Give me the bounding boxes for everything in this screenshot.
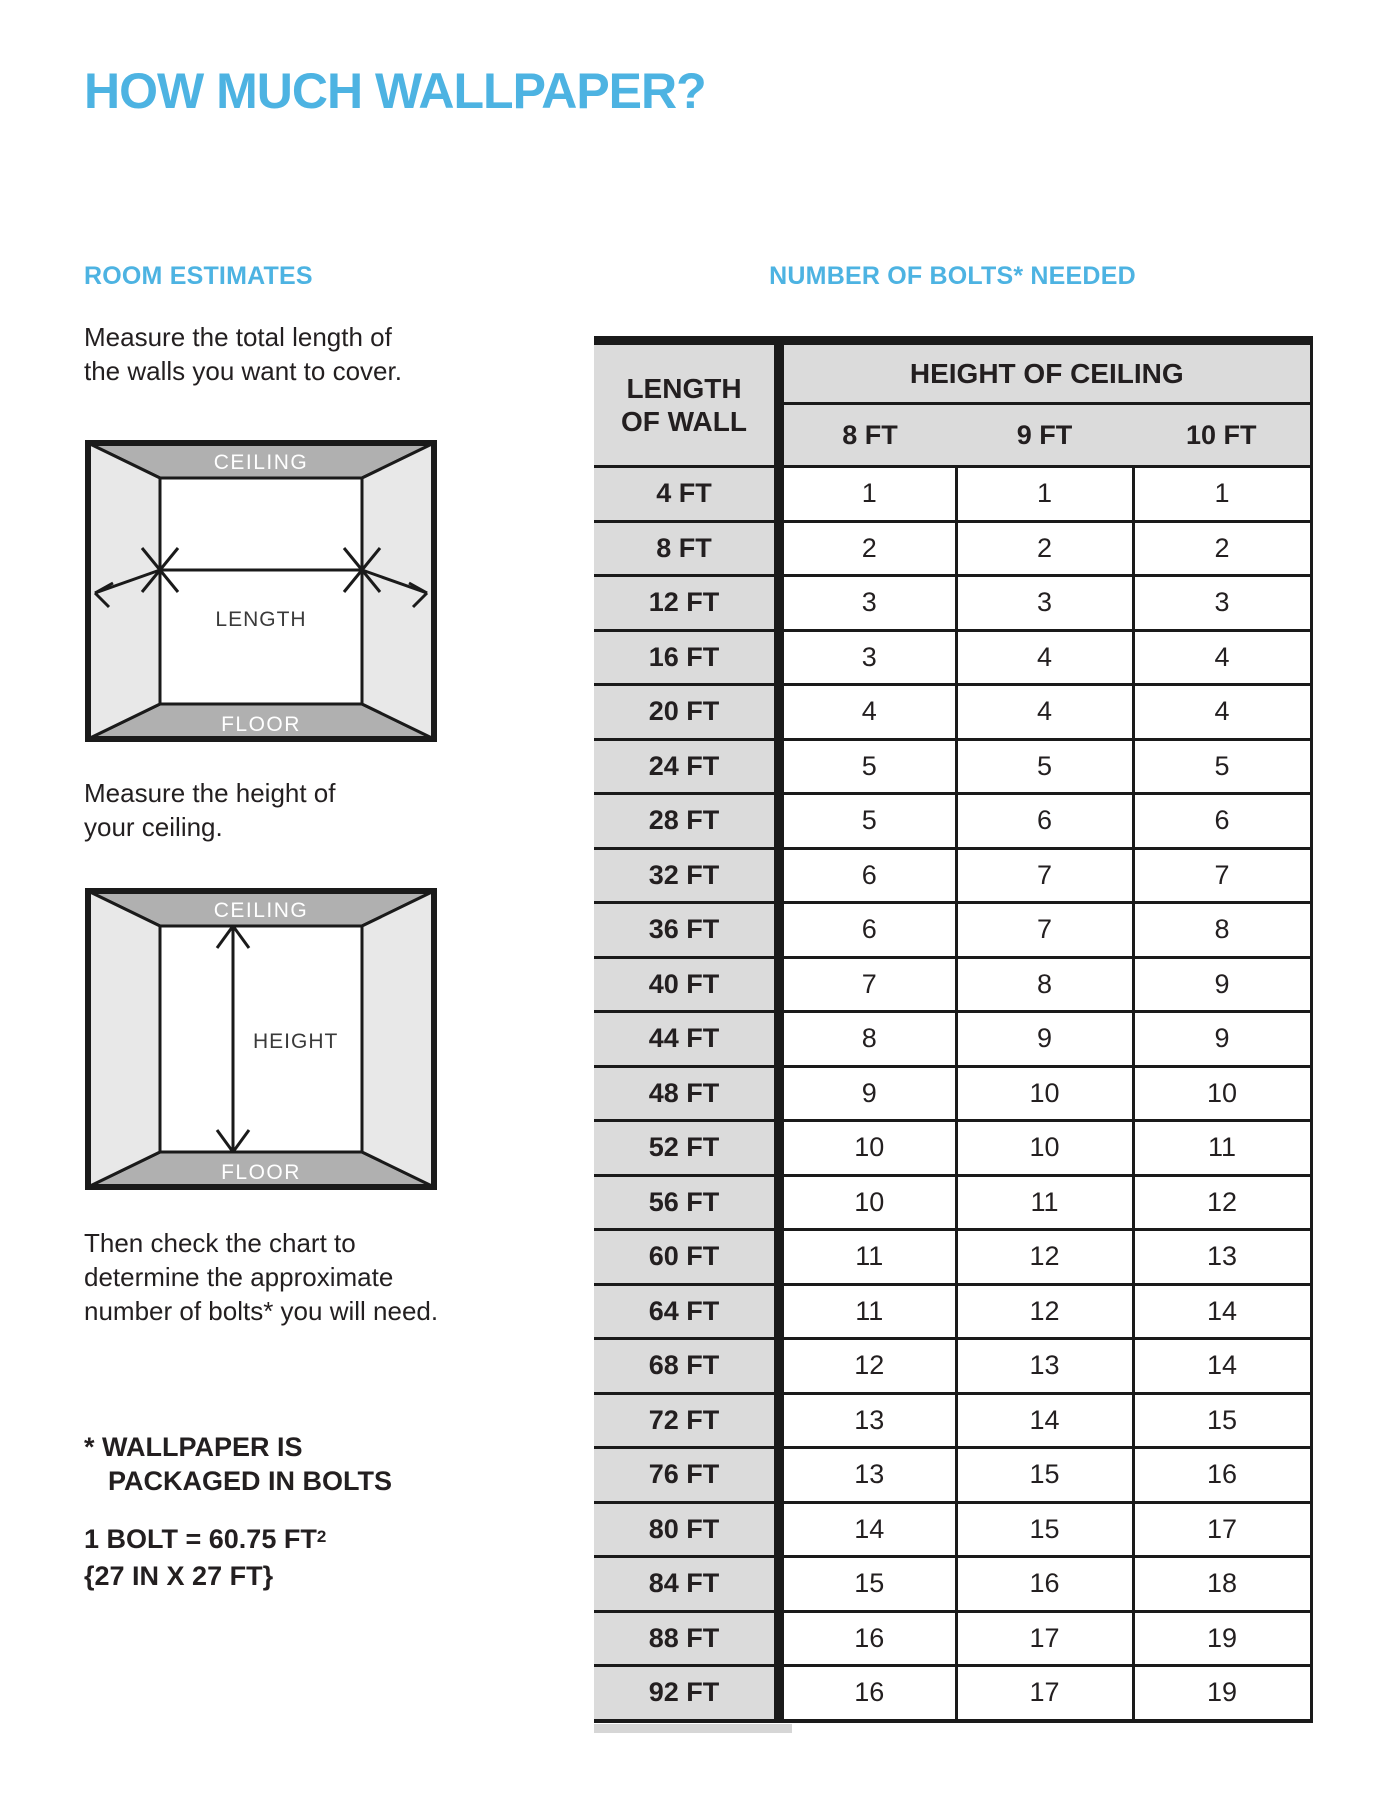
bolt-size-note — [84, 1518, 326, 1595]
row-label-84-ft: 84 FT — [594, 1557, 779, 1612]
instruction-line: the walls you want to cover. — [84, 356, 402, 386]
bolt-count-cell: 14 — [1133, 1339, 1311, 1394]
bolt-count-cell: 17 — [1133, 1502, 1311, 1557]
bolt-count-cell: 18 — [1133, 1557, 1311, 1612]
instruction-line: Measure the height of — [84, 778, 336, 808]
bolt-count-cell: 13 — [1133, 1230, 1311, 1285]
row-label-24-ft: 24 FT — [594, 739, 779, 794]
bolt-count-cell: 17 — [956, 1611, 1133, 1666]
column-header-10ft: 10 FT — [1133, 404, 1311, 467]
bolt-count-cell: 13 — [956, 1339, 1133, 1394]
table-row — [594, 1611, 1311, 1666]
bolt-count-cell: 19 — [1133, 1611, 1311, 1666]
bolt-count-cell: 16 — [956, 1557, 1133, 1612]
table-row — [594, 903, 1311, 958]
bolt-count-cell: 10 — [956, 1066, 1133, 1121]
row-label-56-ft: 56 FT — [594, 1175, 779, 1230]
bolt-count-cell: 11 — [779, 1230, 956, 1285]
table-row — [594, 1066, 1311, 1121]
instruction-measure-height — [84, 776, 336, 844]
bolt-count-cell: 10 — [956, 1121, 1133, 1176]
bolt-count-cell: 15 — [1133, 1393, 1311, 1448]
bolt-count-cell: 9 — [1133, 957, 1311, 1012]
row-label-72-ft: 72 FT — [594, 1393, 779, 1448]
bolts-needed-heading: NUMBER OF BOLTS* NEEDED — [769, 262, 1136, 290]
bolt-count-cell: 12 — [956, 1284, 1133, 1339]
bolt-count-cell: 6 — [779, 903, 956, 958]
squared-exponent: 2 — [316, 1527, 327, 1546]
bolt-count-cell: 15 — [956, 1448, 1133, 1503]
table-header-row — [594, 341, 1311, 404]
instruction-line: number of bolts* you will need. — [84, 1296, 439, 1326]
bolt-count-cell: 2 — [956, 521, 1133, 576]
table-bottom-strip — [594, 1724, 792, 1733]
instruction-line: Then check the chart to — [84, 1228, 356, 1258]
row-label-4-ft: 4 FT — [594, 467, 779, 522]
bolt-count-cell: 10 — [1133, 1066, 1311, 1121]
table-row — [594, 1284, 1311, 1339]
table-row — [594, 1666, 1311, 1721]
bolts-table-body — [594, 341, 1311, 1721]
bolt-count-cell: 3 — [779, 630, 956, 685]
bolt-count-cell: 5 — [956, 739, 1133, 794]
bolt-count-cell: 12 — [1133, 1175, 1311, 1230]
bolt-equation: 1 BOLT = 60.75 $FT^2$ — [84, 1524, 327, 1554]
footnote-line: PACKAGED IN BOLTS — [108, 1466, 393, 1496]
bolt-count-cell: 6 — [956, 794, 1133, 849]
bolt-count-cell: 13 — [779, 1448, 956, 1503]
bolt-count-cell: 9 — [956, 1012, 1133, 1067]
page-title: HOW MUCH WALLPAPER? — [84, 63, 706, 119]
ceiling-label: CEILING — [213, 451, 309, 474]
bolt-count-cell: 7 — [1133, 848, 1311, 903]
table-row — [594, 957, 1311, 1012]
bolt-count-cell: 11 — [956, 1175, 1133, 1230]
bolt-count-cell: 7 — [779, 957, 956, 1012]
bolt-dimensions: {27 IN X 27 FT} — [84, 1561, 274, 1591]
bolt-count-cell: 8 — [1133, 903, 1311, 958]
row-label-40-ft: 40 FT — [594, 957, 779, 1012]
bolt-count-cell: 16 — [779, 1611, 956, 1666]
room-length-diagram — [85, 440, 437, 742]
table-row — [594, 630, 1311, 685]
table-row — [594, 521, 1311, 576]
bolt-count-cell: 14 — [779, 1502, 956, 1557]
bolt-count-cell: 1 — [956, 467, 1133, 522]
height-of-ceiling-header: HEIGHT OF CEILING — [779, 341, 1311, 404]
row-label-28-ft: 28 FT — [594, 794, 779, 849]
bolt-count-cell: 6 — [1133, 794, 1311, 849]
bolt-count-cell: 3 — [779, 576, 956, 631]
bolts-needed-table — [594, 336, 1313, 1723]
bolt-count-cell: 8 — [956, 957, 1133, 1012]
row-label-20-ft: 20 FT — [594, 685, 779, 740]
floor-label: FLOOR — [221, 1161, 301, 1184]
table-row — [594, 1230, 1311, 1285]
bolt-count-cell: 3 — [1133, 576, 1311, 631]
table-row — [594, 1012, 1311, 1067]
bolt-count-cell: 11 — [779, 1284, 956, 1339]
row-label-32-ft: 32 FT — [594, 848, 779, 903]
table-row — [594, 1448, 1311, 1503]
room-estimates-heading: ROOM ESTIMATES — [84, 262, 313, 290]
height-label: HEIGHT — [253, 1030, 339, 1053]
bolts-footnote — [84, 1430, 392, 1498]
table-row — [594, 1339, 1311, 1394]
instruction-line: determine the approximate — [84, 1262, 394, 1292]
room-height-diagram — [85, 888, 437, 1190]
bolt-count-cell: 13 — [779, 1393, 956, 1448]
bolt-count-cell: 12 — [779, 1339, 956, 1394]
row-label-92-ft: 92 FT — [594, 1666, 779, 1721]
row-label-88-ft: 88 FT — [594, 1611, 779, 1666]
table-row — [594, 685, 1311, 740]
length-label: LENGTH — [215, 608, 307, 631]
length-of-wall-header: LENGTH OF WALL — [594, 341, 779, 467]
bolt-count-cell: 11 — [1133, 1121, 1311, 1176]
table-row — [594, 794, 1311, 849]
row-label-8-ft: 8 FT — [594, 521, 779, 576]
row-label-12-ft: 12 FT — [594, 576, 779, 631]
bolt-count-cell: 7 — [956, 848, 1133, 903]
ceiling-label: CEILING — [213, 899, 309, 922]
bolt-count-cell: 4 — [1133, 630, 1311, 685]
bolt-count-cell: 4 — [779, 685, 956, 740]
instruction-measure-length — [84, 320, 402, 388]
bolt-count-cell: 5 — [779, 794, 956, 849]
bolt-count-cell: 3 — [956, 576, 1133, 631]
bolt-count-cell: 2 — [1133, 521, 1311, 576]
table-row — [594, 1393, 1311, 1448]
column-header-9ft: 9 FT — [956, 404, 1133, 467]
row-label-80-ft: 80 FT — [594, 1502, 779, 1557]
left-wall — [88, 891, 160, 1187]
bolt-count-cell: 15 — [779, 1557, 956, 1612]
row-label-36-ft: 36 FT — [594, 903, 779, 958]
table-row — [594, 739, 1311, 794]
bolt-count-cell: 4 — [956, 685, 1133, 740]
bolt-count-cell: 19 — [1133, 1666, 1311, 1721]
right-wall — [362, 891, 434, 1187]
bolt-count-cell: 16 — [1133, 1448, 1311, 1503]
table-row — [594, 1175, 1311, 1230]
bolt-count-cell: 4 — [1133, 685, 1311, 740]
bolt-count-cell: 16 — [779, 1666, 956, 1721]
table-row — [594, 1557, 1311, 1612]
bolt-count-cell: 9 — [1133, 1012, 1311, 1067]
row-label-44-ft: 44 FT — [594, 1012, 779, 1067]
row-label-16-ft: 16 FT — [594, 630, 779, 685]
row-label-52-ft: 52 FT — [594, 1121, 779, 1176]
bolt-count-cell: 5 — [1133, 739, 1311, 794]
bolt-count-cell: 1 — [779, 467, 956, 522]
bolt-count-cell: 1 — [1133, 467, 1311, 522]
bolt-count-cell: 15 — [956, 1502, 1133, 1557]
bolt-count-cell: 14 — [956, 1393, 1133, 1448]
bolt-count-cell: 17 — [956, 1666, 1133, 1721]
instruction-line: Measure the total length of — [84, 322, 392, 352]
bolt-count-cell: 2 — [779, 521, 956, 576]
instruction-check-chart — [84, 1226, 438, 1328]
footnote-line: * WALLPAPER IS — [84, 1432, 303, 1462]
bolt-count-cell: 10 — [779, 1121, 956, 1176]
bolt-count-cell: 12 — [956, 1230, 1133, 1285]
column-header-8ft: 8 FT — [779, 404, 956, 467]
row-label-76-ft: 76 FT — [594, 1448, 779, 1503]
back-wall — [160, 478, 362, 704]
bolt-count-cell: 5 — [779, 739, 956, 794]
bolt-count-cell: 4 — [956, 630, 1133, 685]
bolt-count-cell: 9 — [779, 1066, 956, 1121]
instruction-line: your ceiling. — [84, 812, 223, 842]
bolt-count-cell: 14 — [1133, 1284, 1311, 1339]
row-label-64-ft: 64 FT — [594, 1284, 779, 1339]
table-row — [594, 576, 1311, 631]
table-row — [594, 1121, 1311, 1176]
bolt-count-cell: 7 — [956, 903, 1133, 958]
bolt-count-cell: 8 — [779, 1012, 956, 1067]
row-label-68-ft: 68 FT — [594, 1339, 779, 1394]
row-label-60-ft: 60 FT — [594, 1230, 779, 1285]
table-row — [594, 467, 1311, 522]
bolt-count-cell: 6 — [779, 848, 956, 903]
table-row — [594, 1502, 1311, 1557]
row-label-48-ft: 48 FT — [594, 1066, 779, 1121]
bolt-count-cell: 10 — [779, 1175, 956, 1230]
table-row — [594, 848, 1311, 903]
floor-label: FLOOR — [221, 713, 301, 736]
